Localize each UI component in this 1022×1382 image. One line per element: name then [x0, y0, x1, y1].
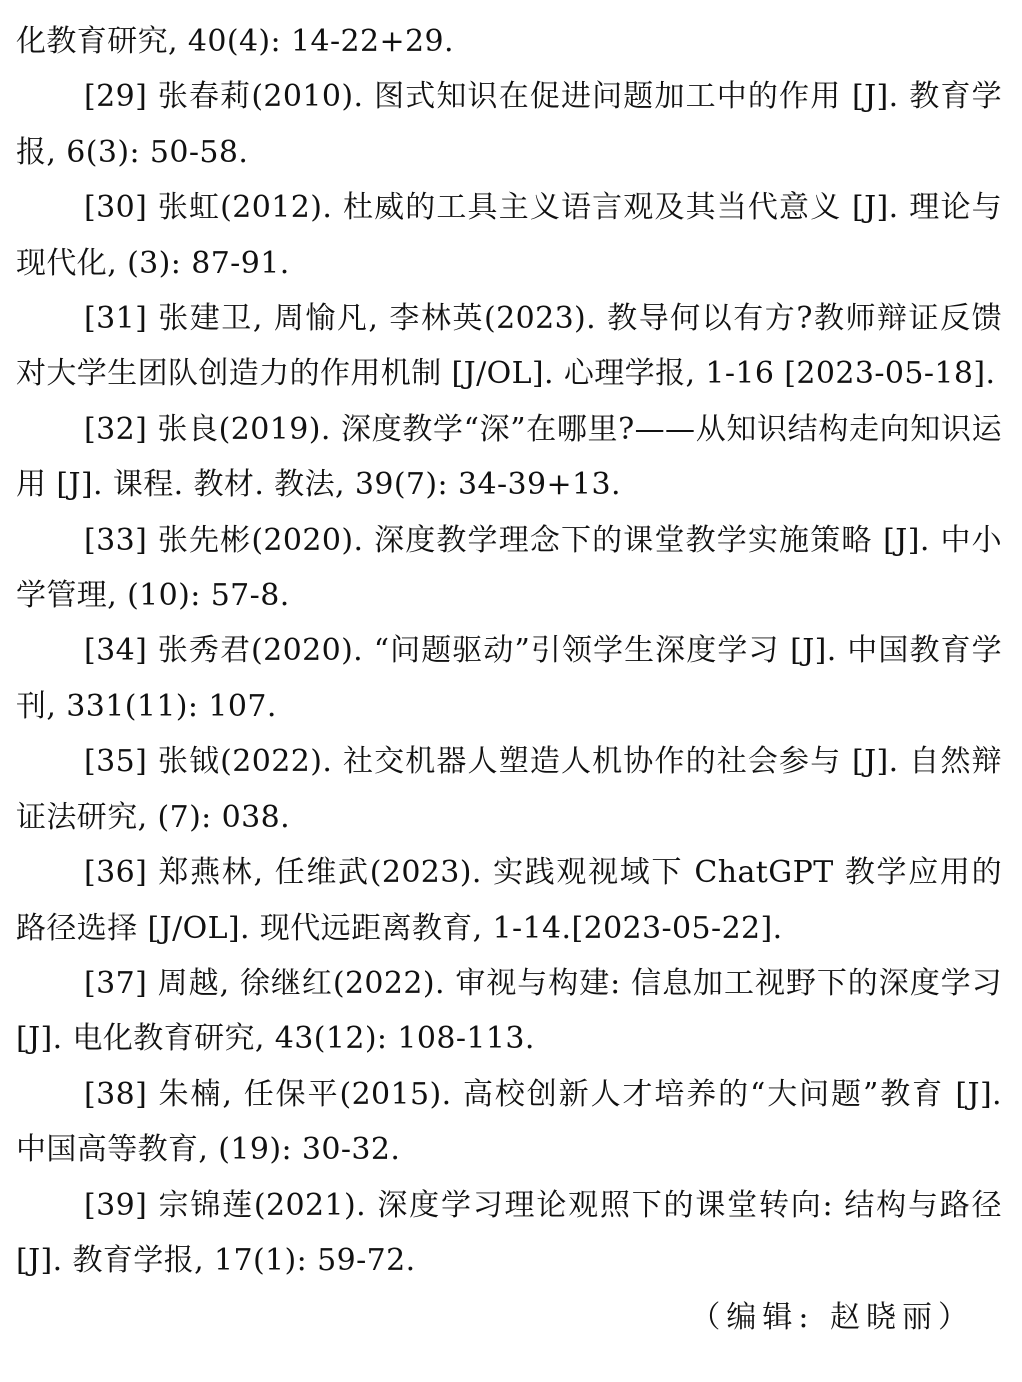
- reference-continuation: 化教育研究, 40(4): 14-22+29.: [16, 24, 454, 59]
- reference-29: [29] 张春莉(2010). 图式知识在促进问题加工中的作用 [J]. 教育学报, 6(3): 50-58.: [16, 79, 1002, 170]
- reference-37: [37] 周越, 徐继红(2022). 审视与构建: 信息加工视野下的深度学习 [J]. 电化教育研究, 43(12): 108-113.: [16, 965, 1002, 1057]
- reference-34: [34] 张秀君(2020). “问题驱动”引领学生深度学习 [J]. 中国教育学刊, 331(11): 107.: [16, 633, 1002, 724]
- reference-38: [38] 朱楠, 任保平(2015). 高校创新人才培养的“大问题”教育 [J]. 中国高等教育, (19): 30-32.: [16, 1076, 1002, 1168]
- reference-39: [39] 宗锦莲(2021). 深度学习理论观照下的课堂转向: 结构与路径 [J]. 教育学报, 17(1): 59-72.: [16, 1187, 1002, 1278]
- reference-31: [31] 张建卫, 周愉凡, 李林英(2023). 教导何以有方?教师辩证反馈对大学生团队创造力的作用机制 [J/OL]. 心理学报, 1-16 [2023-05-18].: [16, 301, 1002, 392]
- reference-list: [16, 14, 1002, 1288]
- reference-32: [32] 张良(2019). 深度教学“深”在哪里?——从知识结构走向知识运用 [J]. 课程. 教材. 教法, 39(7): 34-39+13.: [16, 411, 1002, 503]
- reference-33: [33] 张先彬(2020). 深度教学理念下的课堂教学实施策略 [J]. 中小学管理, (10): 57-8.: [16, 522, 1002, 614]
- reference-35: [35] 张钺(2022). 社交机器人塑造人机协作的社会参与 [J]. 自然辩证法研究, (7): 038.: [16, 744, 1002, 835]
- editor-credit: （编辑: 赵晓丽）: [690, 1300, 974, 1335]
- reference-30: [30] 张虹(2012). 杜威的工具主义语言观及其当代意义 [J]. 理论与现代化, (3): 87-91.: [16, 190, 1002, 281]
- reference-36: [36] 郑燕林, 任维武(2023). 实践观视域下 ChatGPT 教学应用的路径选择 [J/OL]. 现代远距离教育, 1-14.[2023-05-22].: [16, 855, 1002, 946]
